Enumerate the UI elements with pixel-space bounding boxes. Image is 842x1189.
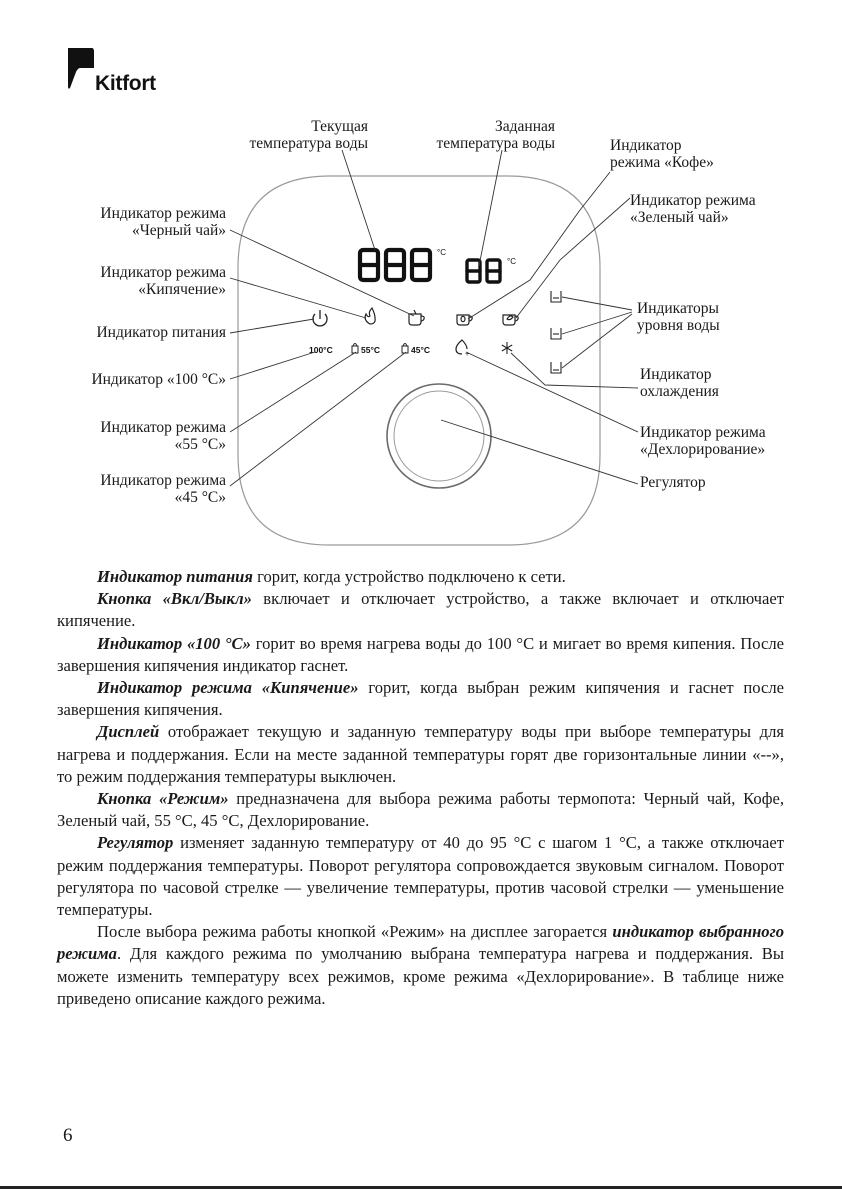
- t55-lock-icon: [352, 344, 358, 354]
- label-coffee: Индикатор режима «Кофе»: [610, 137, 714, 171]
- cooling-snowflake-icon: [502, 342, 512, 354]
- leader-water-2: [562, 312, 632, 334]
- paragraph-100c-indicator: Индикатор «100 °С» горит во время нагрева воды до 100 °С и мигает во время кипения. После завершения кипячения индикатор гаснет.: [57, 633, 784, 675]
- leader-coffee: [580, 172, 610, 210]
- paragraph-power-button: Кнопка «Вкл/Выкл» включает и отключает устройство, а также включает и отключает кипячение.: [57, 589, 784, 631]
- label-power: Индикатор питания: [96, 324, 226, 341]
- leader-green-tea: [516, 198, 630, 318]
- label-target-temp: Заданная температура воды: [436, 118, 555, 152]
- regulator-inner-ring: [394, 391, 484, 481]
- target-temp-unit: °C: [507, 257, 516, 266]
- leader-t100: [230, 352, 315, 379]
- leader-t45: [230, 352, 406, 486]
- label-black-tea: Индикатор режима «Черный чай»: [100, 205, 226, 239]
- leader-power: [230, 319, 314, 333]
- label-t45: Индикатор режима «45 °С»: [100, 472, 226, 506]
- label-t55: Индикатор режима «55 °С»: [100, 419, 226, 453]
- paragraph-power-indicator: Индикатор питания горит, когда устройство подключено к сети.: [97, 567, 566, 586]
- label-cooling: Индикатор охлаждения: [640, 366, 719, 400]
- label-dechlor: Индикатор режима «Дехлорирование»: [640, 424, 766, 458]
- label-water-level: Индикаторы уровня воды: [637, 300, 720, 334]
- water-level-icons: [551, 291, 561, 373]
- coffee-cup-icon: [457, 315, 472, 325]
- current-temp-display: [360, 250, 430, 280]
- current-temp-unit: °C: [437, 248, 446, 257]
- target-temp-display: [467, 260, 500, 282]
- leader-water-3: [562, 314, 632, 368]
- dechlor-plus-icon: +: [465, 351, 470, 358]
- page-number: 6: [63, 1125, 73, 1146]
- boil-flame-icon: [365, 308, 375, 324]
- paragraph-regulator: Регулятор изменяет заданную температуру от 40 до 95 °С с шагом 1 °С, а также отключает режим поддержания температуры. Поворот регулятора сопровождается звуковым сигналом. Поворот регулятора по часовой стрелке — увеличение температуры, против часовой стрелки — уменьшение температуры.: [57, 833, 784, 920]
- leader-water-1: [562, 297, 632, 310]
- power-icon: [313, 310, 327, 326]
- leader-t55: [230, 352, 356, 432]
- paragraph-mode-button: Кнопка «Режим» предназначена для выбора режима работы термопота: Черный чай, Кофе, Зеленый чай, 55 °С, 45 °С, Дехлорирование.: [57, 789, 784, 831]
- leader-target-temp: [479, 150, 502, 266]
- label-boil: Индикатор режима «Кипячение»: [100, 264, 226, 298]
- label-green-tea: Индикатор режима «Зеленый чай»: [630, 192, 756, 226]
- leader-dechlor: [466, 352, 638, 432]
- t45-indicator: 45°C: [411, 345, 430, 355]
- leader-coffee-2: [468, 210, 580, 319]
- leader-current-temp: [342, 150, 375, 250]
- paragraph-boil-indicator: Индикатор режима «Кипячение» горит, когда выбран режим кипячения и гаснет после завершения кипячения.: [57, 678, 784, 720]
- label-current-temp: Текущая температура воды: [249, 118, 368, 152]
- green-tea-cup-icon: [503, 315, 518, 325]
- t100-indicator: 100°C: [309, 345, 333, 355]
- panel-outline: [238, 176, 600, 545]
- t55-indicator: 55°C: [361, 345, 380, 355]
- regulator-outer-ring: [387, 384, 491, 488]
- leader-regulator: [441, 420, 638, 484]
- description-text: [57, 566, 784, 1010]
- paragraph-display: Дисплей отображает текущую и заданную температуру воды при выборе температуры для нагрева и поддержания. Если на месте заданной температуры горят две горизонтальные линии «--», то режим поддержания температуры выключен.: [57, 722, 784, 786]
- label-t100: Индикатор «100 °С»: [91, 371, 226, 388]
- label-regulator: Регулятор: [640, 474, 706, 491]
- black-tea-cup-icon: [409, 310, 424, 325]
- brand-name: Kitfort: [95, 72, 156, 95]
- t45-lock-icon: [402, 344, 408, 354]
- paragraph-mode-indicator: После выбора режима работы кнопкой «Режим» на дисплее загорается индикатор выбранного режима. Для каждого режима по умолчанию выбрана температура нагрева и поддержания. Вы можете изменить температуру всех режимов, кроме режима «Дехлорирование». В таблице ниже приведено описание каждого режима.: [57, 922, 785, 1008]
